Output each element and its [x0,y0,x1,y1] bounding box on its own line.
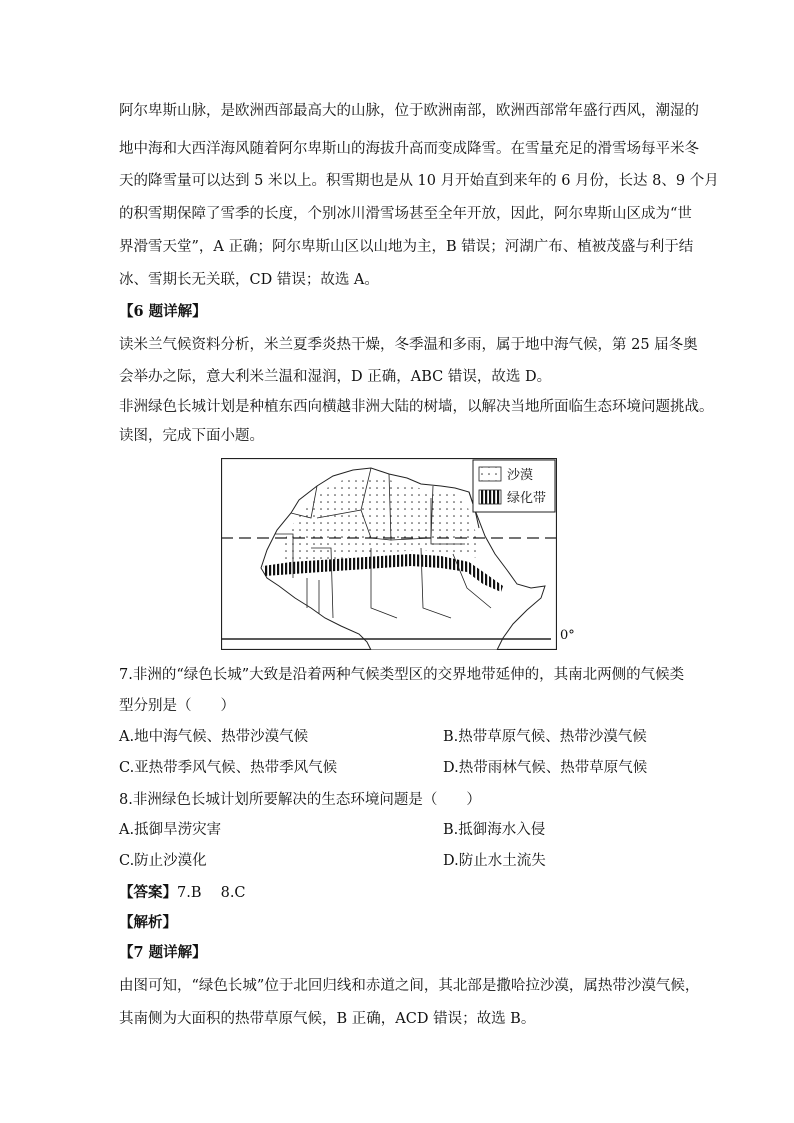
legend-desert-swatch [479,467,501,481]
answer-label: 【答案】 [119,884,177,901]
q8-stem: 8.非洲绿色长城计划所要解决的生态环境问题是（ ） [119,792,481,808]
intro-line: 非洲绿色长城计划是种植东西向横越非洲大陆的树墙，以解决当地所面临生态环境问题挑战。 [119,399,714,415]
q8-option-c: C.防止沙漠化 [119,853,207,869]
answer-line [119,883,246,903]
equator-label: 0° [560,628,575,643]
q7-stem-line: 7.非洲的“绿色长城”大致是沿着两种气候类型区的交界地带延伸的，其南北两侧的气候类 [119,667,685,683]
q6-text-line: 会举办之际，意大利米兰温和湿润，D 正确，ABC 错误，故选 D。 [119,369,552,385]
intro-line: 读图，完成下面小题。 [119,428,264,444]
q8-option-d: D.防止水土流失 [443,853,546,869]
q7-heading: 【7 题详解】 [119,944,207,961]
paragraph-line: 地中海和大西洋海风随着阿尔卑斯山的海拔升高而变成降雪。在雪量充足的滑雪场每平米冬 [119,141,699,157]
analysis-heading: 【解析】 [119,914,177,931]
q8-option-b: B.抵御海水入侵 [443,822,546,838]
paragraph-line: 界滑雪天堂”，A 正确；阿尔卑斯山区以山地为主，B 错误；河湖广布、植被茂盛与利于结 [119,239,694,255]
paragraph-line: 阿尔卑斯山脉，是欧洲西部最高大的山脉，位于欧洲南部，欧洲西部常年盛行西风，潮湿的 [119,103,699,119]
paragraph-line: 冰、雪期长无关联，CD 错误；故选 A。 [119,272,379,288]
legend-desert-label: 沙漠 [507,468,534,483]
africa-map-figure [221,458,557,650]
paragraph-line: 的积雪期保障了雪季的长度，个别冰川滑雪场甚至全年开放，因此，阿尔卑斯山区成为“世 [119,206,692,222]
q6-text-line: 读米兰气候资料分析，米兰夏季炎热干燥，冬季温和多雨，属于地中海气候，第 25 届冬奥 [119,337,698,353]
q7-stem-line: 型分别是（ ） [119,698,235,714]
legend-green-swatch [479,490,501,504]
q8-option-a: A.抵御旱涝灾害 [119,822,222,838]
q7-option-d: D.热带雨林气候、热带草原气候 [443,760,648,776]
q7-option-a: A.地中海气候、热带沙漠气候 [119,729,309,745]
q7-text-line: 由图可知，“绿色长城”位于北回归线和赤道之间，其北部是撒哈拉沙漠，属热带沙漠气候， [119,978,700,994]
paragraph-line: 天的降雪量可以达到 5 米以上。积雪期也是从 10 月开始直到来年的 6 月份，长达 8、9 个月 [119,173,719,189]
answer-text: 7.B 8.C [177,885,246,901]
q7-text-line: 其南侧为大面积的热带草原气候，B 正确，ACD 错误；故选 B。 [119,1011,536,1027]
africa-map [221,458,557,650]
q7-option-c: C.亚热带季风气候、热带季风气候 [119,760,338,776]
q6-heading: 【6 题详解】 [119,303,207,320]
legend-green-label: 绿化带 [507,491,547,506]
map-legend [473,460,555,512]
q7-option-b: B.热带草原气候、热带沙漠气候 [443,729,647,745]
